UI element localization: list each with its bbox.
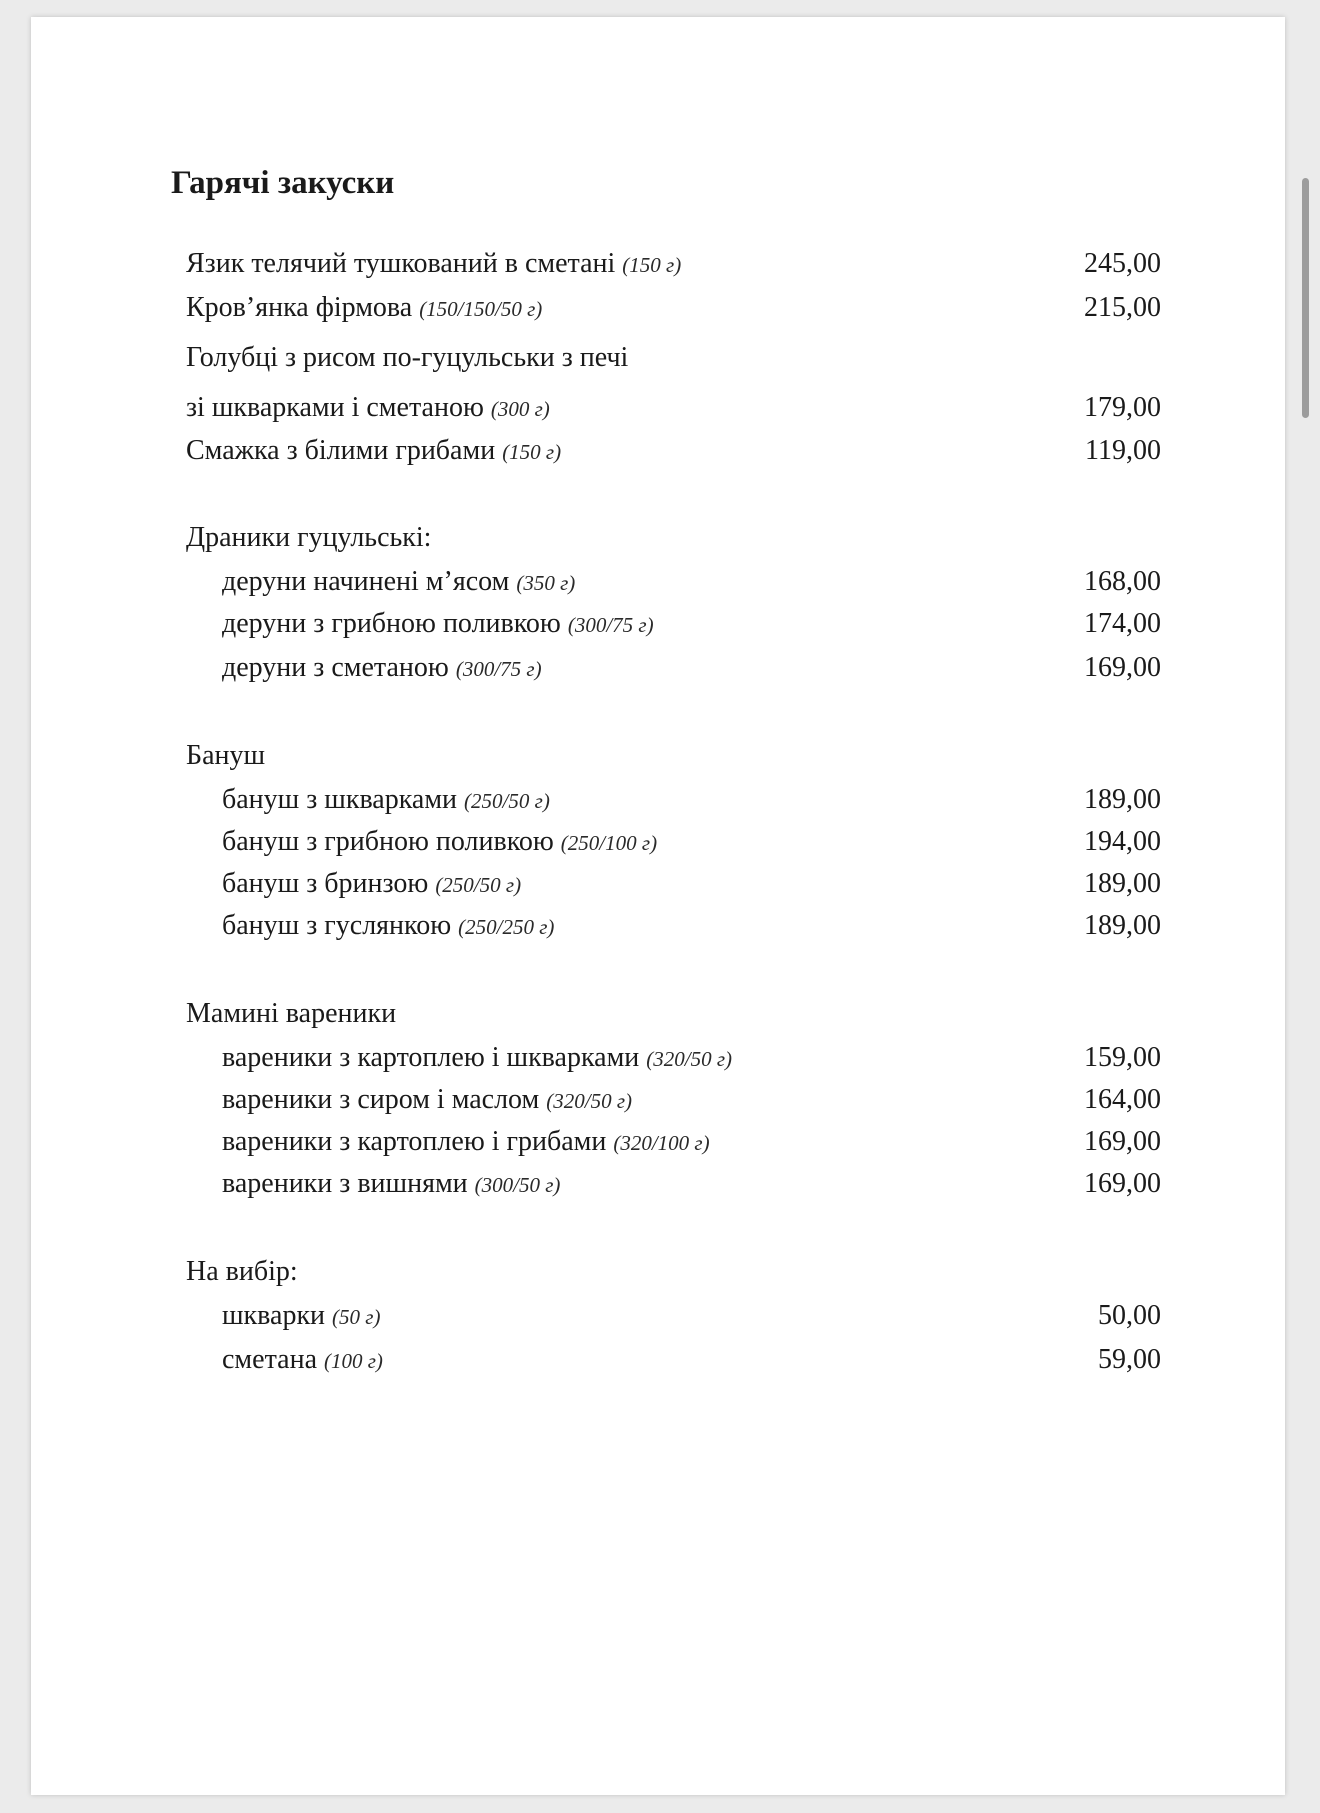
menu-item-price: 159,00	[1084, 1042, 1161, 1073]
menu-item-text	[186, 822, 657, 863]
menu-item-name: Бануш	[186, 740, 266, 771]
menu-item-text	[186, 1296, 380, 1337]
menu-item-text	[186, 431, 561, 472]
menu-item	[186, 648, 1161, 688]
menu-item-name: бануш з бринзою	[222, 868, 429, 899]
menu-item	[186, 431, 1161, 471]
menu-item-price: 168,00	[1084, 566, 1161, 597]
menu-item-name: бануш з шкварками	[222, 784, 458, 815]
menu-item-text	[186, 562, 575, 603]
menu-group-label	[186, 518, 1161, 558]
menu-item-weight: (150 г)	[622, 253, 682, 277]
menu-item-weight: (300/75 г)	[567, 613, 654, 637]
menu-item-price: 169,00	[1084, 652, 1161, 683]
menu-item-price: 50,00	[1098, 1300, 1161, 1331]
menu-item-name: Кров’янка фірмова	[186, 292, 413, 323]
menu-item	[186, 1038, 1161, 1078]
menu-group-label	[186, 736, 1161, 776]
menu-item-text	[186, 338, 628, 378]
menu-item-price: 215,00	[1084, 292, 1161, 323]
menu-item-text	[186, 1252, 298, 1292]
menu-item-weight: (50 г)	[332, 1305, 381, 1329]
menu-item	[186, 780, 1161, 820]
menu-page	[31, 17, 1285, 1795]
menu-item	[186, 1122, 1161, 1162]
menu-item	[186, 864, 1161, 904]
menu-item-price: 189,00	[1084, 910, 1161, 941]
menu-item-weight: (250/250 г)	[458, 915, 555, 939]
menu-item-name: вареники з картоплею і шкварками	[222, 1042, 640, 1073]
menu-item-name: На вибір:	[186, 1256, 298, 1287]
menu-item-weight: (250/100 г)	[560, 831, 658, 855]
menu-item-name: деруни з грибною поливкою	[222, 608, 561, 639]
menu-item-weight: (300/50 г)	[474, 1173, 561, 1197]
menu-item-weight: (100 г)	[324, 1349, 383, 1373]
menu-item-text	[186, 244, 681, 285]
menu-item-name: Мамині вареники	[186, 998, 397, 1029]
menu-item-weight: (320/50 г)	[646, 1047, 733, 1071]
menu-item-name: зі шкварками і сметаною	[186, 392, 484, 423]
menu-item	[186, 1164, 1161, 1204]
menu-item	[186, 604, 1161, 644]
menu-item-name: вареники з картоплею і грибами	[222, 1126, 607, 1157]
menu-item-text	[186, 518, 431, 558]
menu-item-price: 179,00	[1084, 392, 1161, 423]
menu-item-name: вареники з вишнями	[222, 1168, 468, 1199]
menu-item-price: 164,00	[1084, 1084, 1161, 1115]
menu-item-text	[186, 1164, 560, 1205]
menu-item-price: 169,00	[1084, 1126, 1161, 1157]
menu-item	[186, 288, 1161, 328]
menu-item-price: 189,00	[1084, 868, 1161, 899]
menu-item-text	[186, 736, 265, 776]
menu-item	[186, 822, 1161, 862]
menu-item-name: бануш з гуслянкою	[222, 910, 452, 941]
menu-item-text	[186, 864, 521, 905]
menu-item-price: 245,00	[1084, 248, 1161, 279]
menu-item-price: 169,00	[1084, 1168, 1161, 1199]
menu-item-text	[186, 1038, 732, 1079]
menu-item-price: 189,00	[1084, 784, 1161, 815]
vertical-scrollbar[interactable]	[1302, 178, 1309, 418]
menu-item-name: Голубці з рисом по-гуцульськи з печі	[186, 342, 629, 373]
menu-item-name: вареники з сиром і маслом	[222, 1084, 540, 1115]
menu-item-text	[186, 780, 550, 821]
menu-item-weight: (150/150/50 г)	[419, 297, 543, 321]
menu-item-weight: (350 г)	[516, 571, 576, 595]
menu-item	[186, 388, 1161, 428]
menu-item-weight: (300 г)	[490, 397, 550, 421]
menu-item-name: Язик телячий тушкований в сметані	[186, 248, 616, 279]
menu-item-name: бануш з грибною поливкою	[222, 826, 554, 857]
menu-item-weight: (300/75 г)	[455, 657, 542, 681]
menu-item-price: 174,00	[1084, 608, 1161, 639]
menu-item-price: 194,00	[1084, 826, 1161, 857]
menu-item-weight: (150 г)	[502, 440, 562, 464]
menu-item-weight: (320/100 г)	[613, 1131, 710, 1155]
menu-item-text	[186, 604, 654, 645]
menu-item-price: 59,00	[1098, 1344, 1161, 1375]
menu-item-text	[186, 1080, 632, 1121]
menu-item-text	[186, 288, 542, 329]
menu-item-weight: (250/50 г)	[464, 789, 550, 813]
menu-item-text	[186, 994, 396, 1034]
menu-item-price: 119,00	[1085, 435, 1161, 466]
menu-item-weight: (320/50 г)	[546, 1089, 633, 1113]
menu-item-text	[186, 388, 550, 429]
menu-item-name: Смажка з білими грибами	[186, 435, 496, 466]
menu-item	[186, 244, 1161, 284]
menu-item-text	[186, 648, 542, 689]
menu-item-name: деруни з сметаною	[222, 652, 449, 683]
menu-group-label	[186, 1252, 1161, 1292]
menu-group-label	[186, 338, 1161, 378]
menu-item	[186, 1296, 1161, 1336]
menu-group-label	[186, 994, 1161, 1034]
menu-item-weight: (250/50 г)	[435, 873, 522, 897]
menu-item-text	[186, 906, 554, 947]
menu-item	[186, 906, 1161, 946]
menu-item-name: деруни начинені м’ясом	[222, 566, 510, 597]
menu-item-name: сметана	[222, 1344, 317, 1375]
menu-item-text	[186, 1122, 710, 1163]
menu-item	[186, 562, 1161, 602]
menu-item	[186, 1080, 1161, 1120]
section-title: Гарячі закуски	[171, 165, 395, 201]
menu-item-name: Драники гуцульські:	[186, 522, 432, 553]
menu-item	[186, 1340, 1161, 1380]
menu-item-text	[186, 1340, 383, 1381]
menu-item-name: шкварки	[222, 1300, 326, 1331]
